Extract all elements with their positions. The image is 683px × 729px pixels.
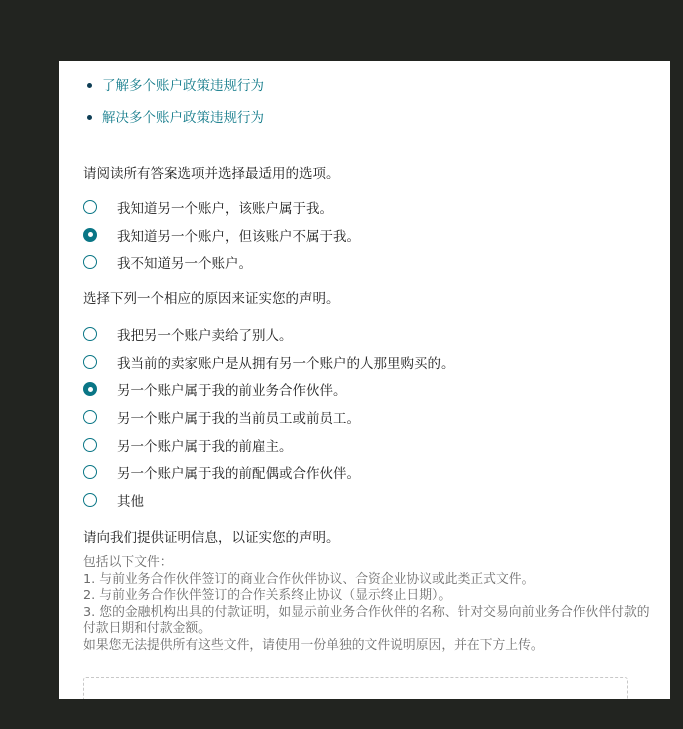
help-link-item [83, 107, 264, 139]
help-link-item [83, 75, 264, 107]
radio-button[interactable] [83, 438, 97, 452]
radio-button[interactable] [83, 255, 97, 269]
help-links [83, 75, 264, 139]
radio-label: 我当前的卖家账户是从拥有另一个账户的人那里购买的。 [117, 355, 455, 372]
question1-prompt: 请阅读所有答案选项并选择最适用的选项。 [83, 166, 340, 182]
radio-label: 其他 [117, 493, 144, 510]
instructions-footer: 如果您无法提供所有这些文件，请使用一份单独的文件说明原因，并在下方上传。 [83, 637, 544, 653]
radio-label: 我把另一个账户卖给了别人。 [117, 327, 293, 344]
bullet-icon [87, 115, 92, 120]
radio-button[interactable] [83, 410, 97, 424]
radio-button[interactable] [83, 327, 97, 341]
question2-prompt: 选择下列一个相应的原因来证实您的声明。 [83, 291, 340, 307]
question1-option[interactable] [83, 248, 360, 276]
radio-button-checked[interactable] [83, 228, 97, 242]
radio-button[interactable] [83, 200, 97, 214]
question2-option[interactable] [83, 375, 455, 403]
question2-option[interactable] [83, 458, 455, 486]
radio-button[interactable] [83, 355, 97, 369]
radio-label: 另一个账户属于我的当前员工或前员工。 [117, 410, 360, 427]
radio-label: 我不知道另一个账户。 [117, 256, 252, 273]
question1-radio-group [83, 193, 360, 276]
radio-button-checked[interactable] [83, 382, 97, 396]
question2-option[interactable] [83, 431, 455, 459]
question2-option[interactable] [83, 320, 455, 348]
instructions-item: 3. 您的金融机构出具的付款证明，如显示前业务合作伙伴的名称、针对交易向前业务合作伙伴付款的付款日期和付款金额。 [83, 604, 650, 637]
learn-policy-link[interactable]: 了解多个账户政策违规行为 [102, 78, 264, 94]
radio-label: 我知道另一个账户，但该账户不属于我。 [117, 228, 360, 245]
instructions-intro: 包括以下文件： [83, 555, 173, 570]
resolve-policy-link[interactable]: 解决多个账户政策违规行为 [102, 110, 264, 126]
radio-label: 我知道另一个账户，该账户属于我。 [117, 200, 333, 217]
document-instructions [83, 555, 653, 655]
bullet-icon [87, 83, 92, 88]
question1-option[interactable] [83, 221, 360, 249]
question3-prompt: 请向我们提供证明信息，以证实您的声明。 [83, 530, 340, 546]
question1-option[interactable] [83, 193, 360, 221]
radio-button[interactable] [83, 493, 97, 507]
question2-option[interactable] [83, 403, 455, 431]
radio-label: 另一个账户属于我的前配偶或合作伙伴。 [117, 466, 360, 483]
radio-label: 另一个账户属于我的前业务合作伙伴。 [117, 383, 347, 400]
file-upload-dropzone[interactable] [83, 677, 628, 699]
radio-label: 另一个账户属于我的前雇主。 [117, 438, 293, 455]
form-content [59, 61, 670, 699]
question2-option[interactable] [83, 348, 455, 376]
instructions-item: 2. 与前业务合作伙伴签订的合作关系终止协议（显示终止日期）。 [83, 588, 452, 604]
radio-button[interactable] [83, 465, 97, 479]
question2-radio-group [83, 320, 455, 514]
question2-option[interactable] [83, 486, 455, 514]
form-panel [59, 61, 670, 699]
instructions-item: 1. 与前业务合作伙伴签订的商业合作伙伴协议、合资企业协议或此类正式文件。 [83, 571, 535, 587]
